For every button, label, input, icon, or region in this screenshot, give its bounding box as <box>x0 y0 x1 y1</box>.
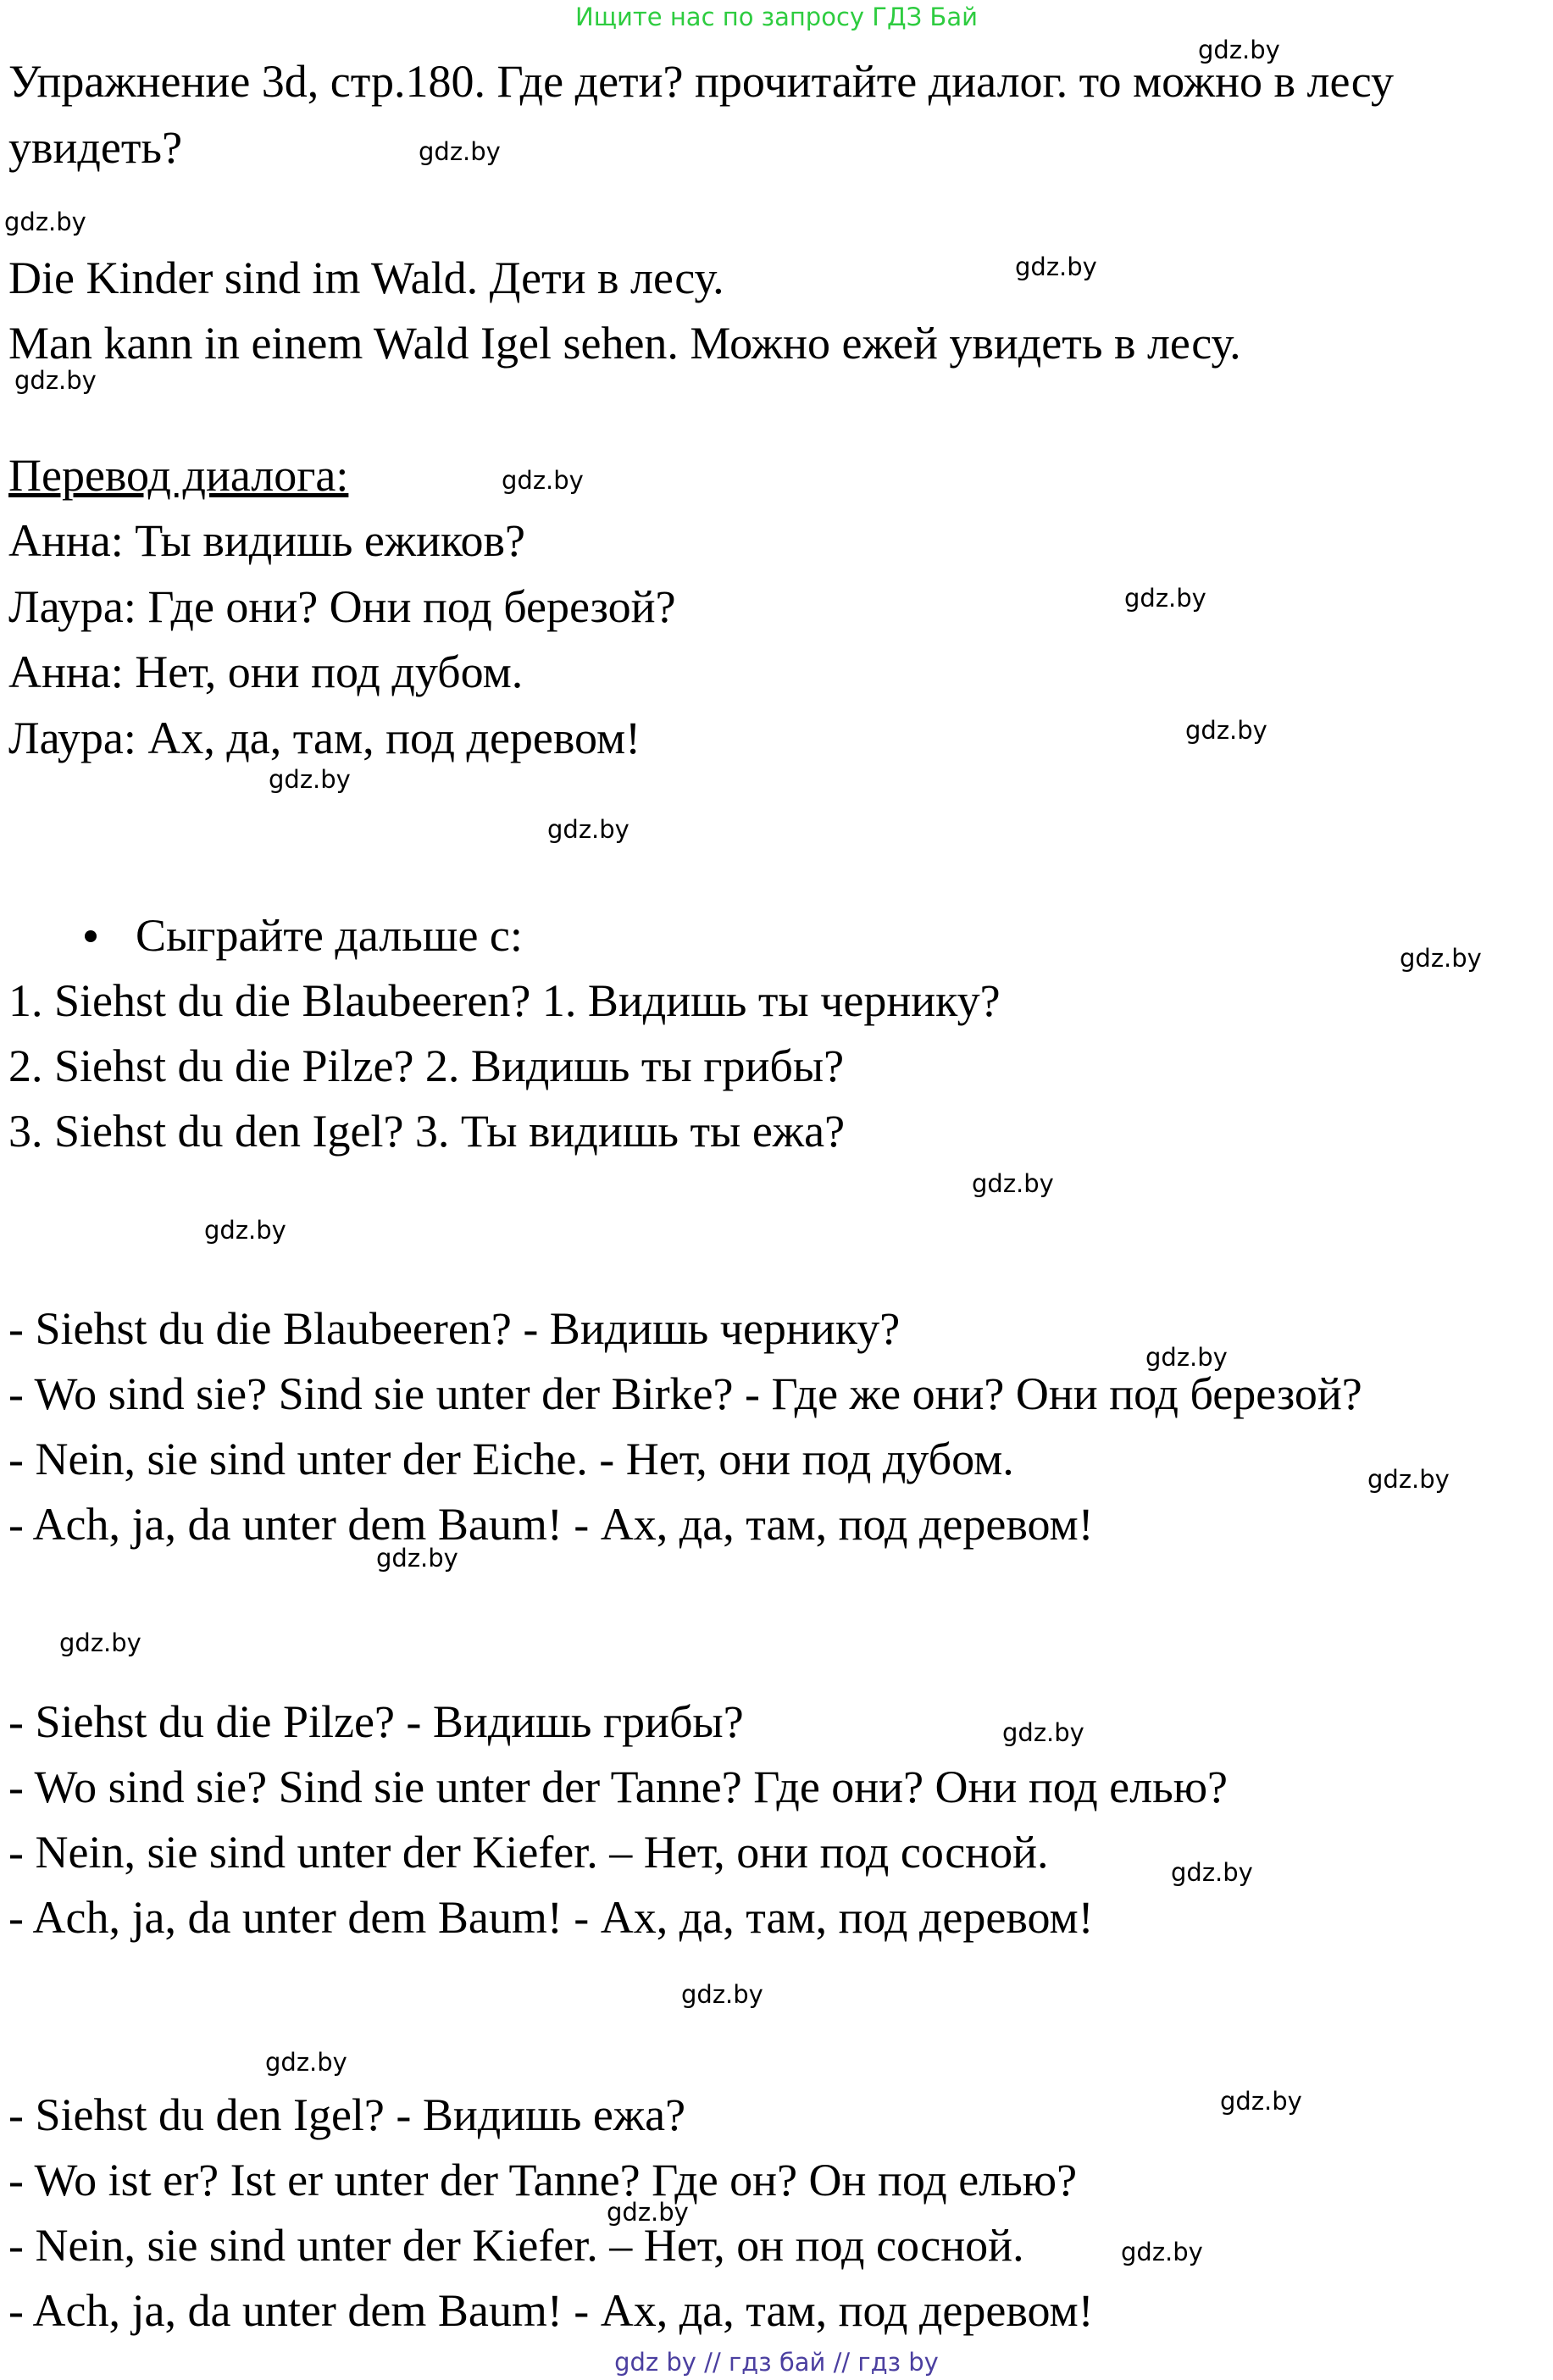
watermark: gdz.by <box>681 1980 763 2009</box>
watermark: gdz.by <box>204 1216 286 1245</box>
header-search-link[interactable]: Ищите нас по запросу ГДЗ Бай <box>575 3 978 31</box>
watermark: gdz.by <box>59 1628 141 1657</box>
exercise-title-line-2: увидеть? <box>8 122 183 173</box>
dialog-2-line-1: - Siehst du die Pilze? - Видишь грибы? <box>8 1696 744 1747</box>
watermark: gdz.by <box>547 815 630 844</box>
dialog-1-line-4: - Ach, ja, da unter dem Baum! - Ах, да, там, под деревом! <box>8 1499 1094 1550</box>
dialog-1-line-3: - Nein, sie sind unter der Eiche. - Нет, они под дубом. <box>8 1434 1014 1484</box>
watermark: gdz.by <box>1220 2087 1302 2116</box>
watermark: gdz.by <box>502 466 584 495</box>
dialog-1-line-2: - Wo sind sie? Sind sie unter der Birke? - Где же они? Они под березой? <box>8 1368 1362 1419</box>
translation-line-3: Анна: Нет, они под дубом. <box>8 646 524 697</box>
watermark: gdz.by <box>4 208 86 236</box>
translation-line-1: Анна: Ты видишь ежиков? <box>8 515 525 566</box>
task-bullet-text: Сыграйте дальше с: <box>136 910 523 961</box>
dialog-3-line-4: - Ach, ja, da unter dem Baum! - Ах, да, там, под деревом! <box>8 2285 1094 2336</box>
watermark: gdz.by <box>1124 584 1206 613</box>
watermark: gdz.by <box>1121 2238 1203 2266</box>
dialog-1-line-1: - Siehst du die Blaubeeren? - Видишь чернику? <box>8 1303 901 1354</box>
watermark: gdz.by <box>269 765 351 794</box>
translation-line-2: Лаура: Где они? Они под березой? <box>8 581 676 632</box>
watermark: gdz.by <box>1185 716 1267 745</box>
watermark: gdz.by <box>1015 252 1097 281</box>
watermark: gdz.by <box>607 2198 689 2227</box>
task-item-3: 3. Siehst du den Igel? 3. Ты видишь ты ежа? <box>8 1106 846 1157</box>
watermark: gdz.by <box>1198 36 1280 64</box>
dialog-3-line-1: - Siehst du den Igel? - Видишь ежа? <box>8 2089 686 2140</box>
watermark: gdz.by <box>376 1544 458 1573</box>
watermark: gdz.by <box>1002 1718 1084 1747</box>
translation-heading: Перевод диалога: <box>8 450 349 501</box>
dialog-3-line-2: - Wo ist er? Ist er unter der Tanne? Где он? Он под елью? <box>8 2155 1078 2205</box>
footer-links[interactable]: gdz by // гдз бай // гдз by <box>614 2348 939 2377</box>
watermark: gdz.by <box>419 137 501 166</box>
dialog-2-line-3: - Nein, sie sind unter der Kiefer. – Нет, они под сосной. <box>8 1827 1049 1878</box>
answer-line-1: Die Kinder sind im Wald. Дети в лесу. <box>8 252 724 303</box>
dialog-2-line-2: - Wo sind sie? Sind sie unter der Tanne? Где они? Они под елью? <box>8 1761 1229 1812</box>
bullet-icon <box>85 930 97 942</box>
watermark: gdz.by <box>1171 1858 1253 1887</box>
dialog-2-line-4: - Ach, ja, da unter dem Baum! - Ах, да, там, под деревом! <box>8 1892 1094 1943</box>
watermark: gdz.by <box>1145 1343 1228 1372</box>
answer-line-2: Man kann in einem Wald Igel sehen. Можно ежей увидеть в лесу. <box>8 318 1241 369</box>
translation-line-4: Лаура: Ах, да, там, под деревом! <box>8 713 641 763</box>
task-item-1: 1. Siehst du die Blaubeeren? 1. Видишь ты чернику? <box>8 975 1001 1026</box>
watermark: gdz.by <box>972 1169 1054 1198</box>
watermark: gdz.by <box>1400 944 1482 973</box>
exercise-title-line-1: Упражнение 3d, стр.180. Где дети? прочитайте диалог. то можно в лесу <box>8 56 1395 107</box>
watermark: gdz.by <box>1367 1465 1450 1494</box>
watermark: gdz.by <box>14 366 97 395</box>
dialog-3-line-3: - Nein, sie sind unter der Kiefer. – Нет, он под сосной. <box>8 2220 1024 2271</box>
watermark: gdz.by <box>265 2048 347 2077</box>
task-item-2: 2. Siehst du die Pilze? 2. Видишь ты грибы? <box>8 1040 845 1091</box>
